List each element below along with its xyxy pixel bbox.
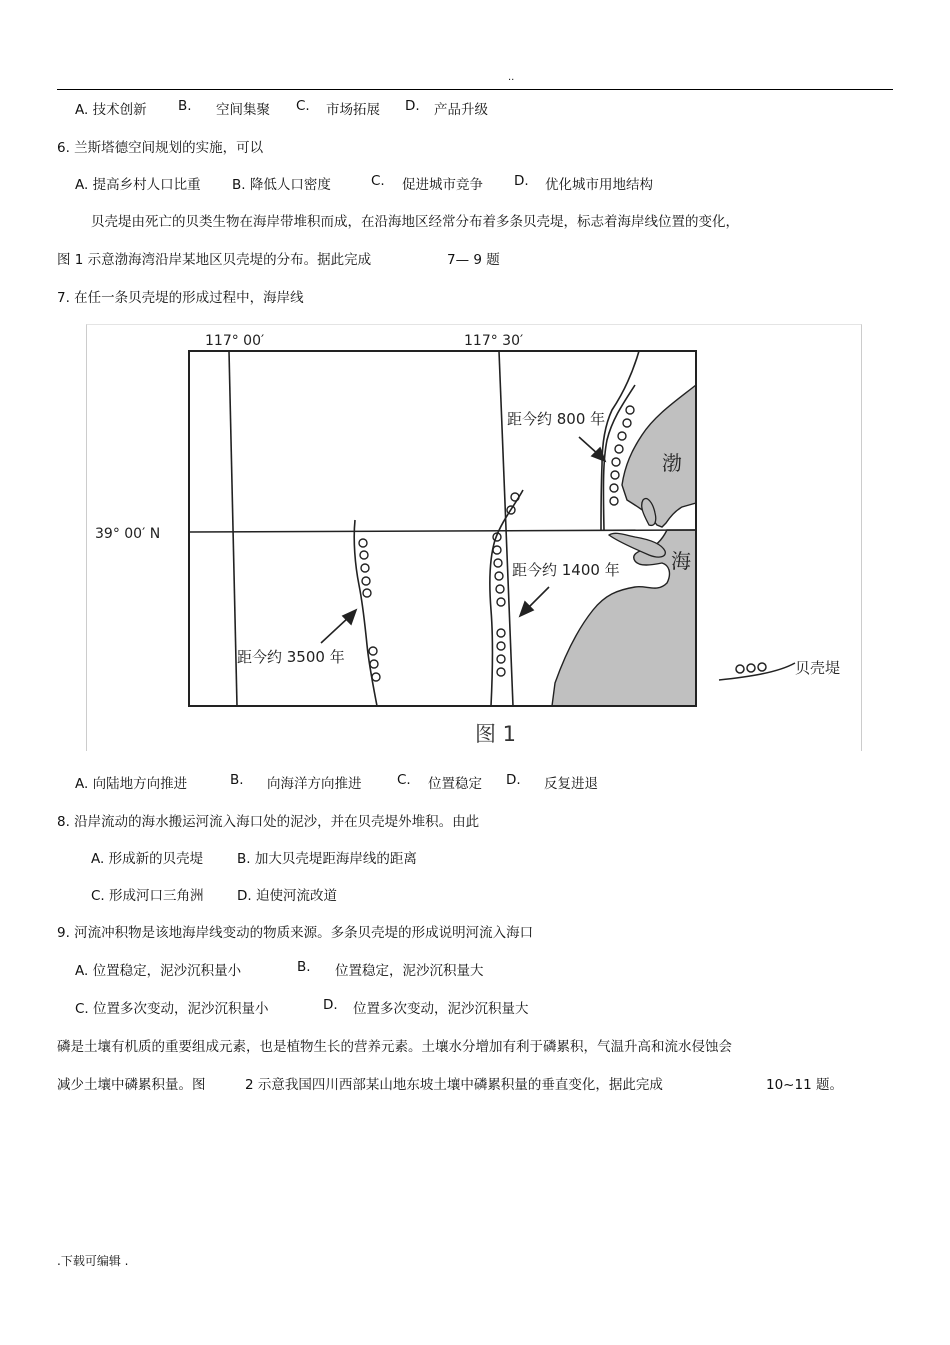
q9-option-b-letter: B. — [297, 959, 311, 975]
q7-option-c: 位置稳定 — [428, 776, 482, 792]
q8-option-c: C. 形成河口三角洲 — [91, 888, 204, 904]
passage2-line2b: 2 示意我国四川西部某山地东坡土壤中磷累积量的垂直变化，据此完成 — [245, 1077, 663, 1093]
label-lon-117-30: 117° 30′ — [464, 333, 524, 349]
footer-note: .下载可编辑 . — [57, 1254, 129, 1268]
q6-option-c-letter: C. — [371, 173, 385, 189]
q5-option-b: 空间集聚 — [216, 102, 270, 118]
q5-option-b-letter: B. — [178, 98, 192, 114]
passage2-line2a: 减少土壤中磷累积量。图 — [57, 1077, 206, 1093]
q7-option-c-letter: C. — [397, 772, 411, 788]
legend-shell-ridge-icon — [719, 663, 795, 680]
q7-option-d: 反复进退 — [544, 776, 598, 792]
q9-option-a: A. 位置稳定，泥沙沉积量小 — [75, 963, 242, 979]
q8-option-a: A. 形成新的贝壳堤 — [91, 851, 204, 867]
q7-option-a: A. 向陆地方向推进 — [75, 776, 188, 792]
q8-option-d: D. 迫使河流改道 — [237, 888, 337, 904]
q8-stem: 8. 沿岸流动的海水搬运河流入海口处的泥沙，并在贝壳堤外堆积。由此 — [57, 814, 480, 830]
q7-option-b: 向海洋方向推进 — [267, 776, 362, 792]
label-800-years: 距今约 800 年 — [507, 410, 606, 428]
q5-option-c: 市场拓展 — [326, 102, 380, 118]
q7-stem: 7. 在任一条贝壳堤的形成过程中，海岸线 — [57, 290, 304, 306]
q6-option-b: B. 降低人口密度 — [232, 177, 331, 193]
q9-option-b: 位置稳定，泥沙沉积量大 — [335, 963, 484, 979]
label-hai: 海 — [671, 549, 691, 573]
q7-option-b-letter: B. — [230, 772, 244, 788]
q5-option-c-letter: C. — [296, 98, 310, 114]
label-lon-117-00: 117° 00′ — [205, 333, 265, 349]
passage2-line1: 磷是土壤有机质的重要组成元素，也是植物生长的营养元素。土壤水分增加有利于磷累积，气温升高和流水侵蚀会 — [57, 1039, 732, 1055]
q5-option-a: A. 技术创新 — [75, 102, 147, 118]
q9-option-d-letter: D. — [323, 997, 338, 1013]
q9-option-c: C. 位置多次变动，泥沙沉积量小 — [75, 1001, 269, 1017]
q6-option-d-letter: D. — [514, 173, 529, 189]
figure-1-caption: 图 1 — [475, 722, 517, 746]
q5-option-d-letter: D. — [405, 98, 420, 114]
q6-option-d: 优化城市用地结构 — [545, 177, 653, 193]
q6-option-c: 促进城市竞争 — [402, 177, 483, 193]
q7-option-d-letter: D. — [506, 772, 521, 788]
q6-stem: 6. 兰斯塔德空间规划的实施，可以 — [57, 140, 264, 156]
figure-1 — [86, 324, 862, 751]
header-marker: .. — [508, 72, 515, 83]
q9-option-d: 位置多次变动，泥沙沉积量大 — [353, 1001, 529, 1017]
header-rule — [57, 89, 893, 90]
label-bo: 渤 — [662, 451, 682, 475]
label-1400-years: 距今约 1400 年 — [512, 561, 620, 579]
q8-option-b: B. 加大贝壳堤距海岸线的距离 — [237, 851, 417, 867]
passage2-line2c: 10~11 题。 — [766, 1077, 843, 1093]
q5-option-d: 产品升级 — [434, 102, 488, 118]
legend-shell-ridge-label: 贝壳堤 — [795, 659, 841, 677]
passage1-line2a: 图 1 示意渤海湾沿岸某地区贝壳堤的分布。据此完成 — [57, 252, 372, 268]
q9-stem: 9. 河流冲积物是该地海岸线变动的物质来源。多条贝壳堤的形成说明河流入海口 — [57, 925, 534, 941]
label-lat-39-00: 39° 00′ N — [95, 526, 161, 542]
q6-option-a: A. 提高乡村人口比重 — [75, 177, 201, 193]
label-3500-years: 距今约 3500 年 — [237, 648, 345, 666]
passage1-line1: 贝壳堤由死亡的贝类生物在海岸带堆积而成，在沿海地区经常分布着多条贝壳堤，标志着海岸线位置的变化， — [91, 214, 739, 230]
passage1-line2b: 7— 9 题 — [447, 252, 500, 268]
figure-1-map — [87, 325, 861, 751]
